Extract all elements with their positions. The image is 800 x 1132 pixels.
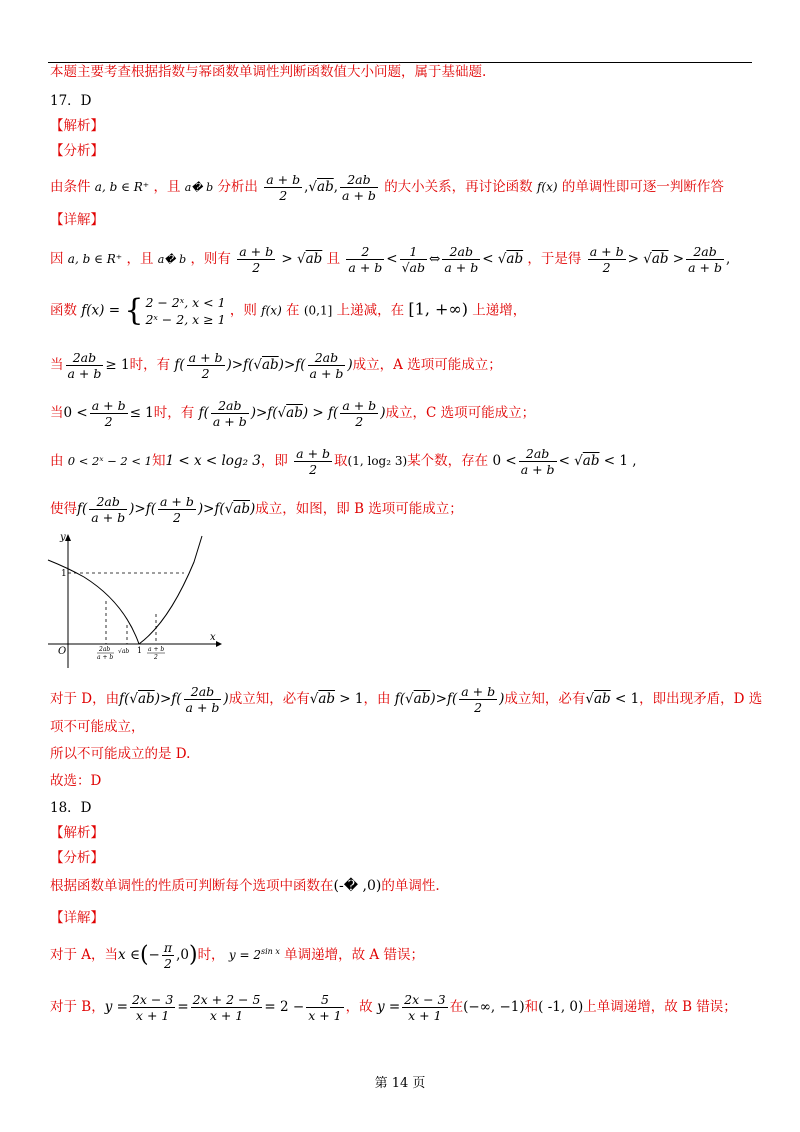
q17-detail-b2: 使得f( $\frac{2ab}{a + b}$ )>f( $\frac{a + b}{2}$ )>f(√ab)成立，如图，即 B 选项可能成立；	[50, 494, 463, 525]
prev-summary: 本题主要考查根据指数与幂函数单调性判断函数值大小问题，属于基础题.	[50, 64, 487, 80]
tick1-top: 2ab	[99, 646, 111, 653]
function-graph	[44, 532, 224, 672]
q17-detail-d: 对于 D，由f(√ab)>f( $\frac{2ab}{a + b}$ )成立知，必有√ab > 1，由 f(√ab)>f( $\frac{a + b}{2}$ )成立知，必有√ab < 1，即出现矛盾，D 选	[50, 684, 763, 715]
increasing-branch	[139, 536, 202, 644]
y-axis-arrow	[65, 534, 71, 541]
q18-option-b: 对于 B，y = $\frac{2x - 3}{x + 1}$ = $\frac{2x + 2 - 5}{x + 1}$ = 2 − $\frac{5}{x + 1}$ ，故 y = $\frac{2x - 3}{x + 1}$ 在(−∞, −1)和( -1, 0)上单调递增，故 B 错误；	[50, 992, 737, 1023]
tick1-bottom: a + b	[97, 654, 114, 661]
y-one-label: 1	[61, 569, 67, 579]
q17-conclusion: 所以不可能成立的是 D.	[50, 746, 191, 762]
q17-detail-d2: 项不可能成立，	[50, 719, 145, 735]
q17-detail-c: 当0 < $\frac{a + b}{2}$ ≤ 1时，有 f( $\frac{2ab}{a + b}$ )>f(√ab) > f( $\frac{a + b}{2}$ )成立，C 选项可能成立；	[50, 398, 536, 429]
y-label: y	[60, 532, 66, 543]
page-footer: 第 14 页	[374, 1076, 426, 1091]
q18-analysis-line: 根据函数单调性的性质可判断每个选项中函数在(-� ,0)的单调性.	[50, 878, 440, 894]
tick3-bottom: 2	[154, 654, 158, 661]
x-axis-arrow	[216, 641, 222, 647]
q17-answer: 17．D	[50, 93, 92, 109]
tick2-label: √ab	[118, 648, 130, 655]
x-label: x	[210, 632, 216, 643]
q17-detail-func: 函数 f(x) = { 2 − 2ˣ, x < 1 2ˣ − 2, x ≥ 1 ，则 f(x) 在 (0,1] 上递减，在 [1, +∞) 上递增，	[50, 293, 527, 328]
q17-detail-line1: 因 a, b ∈ R⁺ ，且 a� b ，则有 $\frac{a + b}{2}$ > √ab 且 $\frac{2}{a + b}$ < $\frac{1}{√ab}$ ⇔ $\frac{2ab}{a + b}$ < √ab ，于是得 $\frac{a + b}{2}$ > √ab > $\frac{2ab}{a + b}$ ,	[50, 244, 731, 275]
q17-fenxi: 【分析】	[50, 143, 104, 159]
q18-jiexi: 【解析】	[50, 825, 104, 841]
origin-label: O	[58, 646, 67, 657]
q18-answer: 18．D	[50, 800, 92, 816]
q17-analysis-line: 由条件 a, b ∈ R⁺ ，且 a� b 分析出 $\frac{a + b}{2}$ ,√ab, $\frac{2ab}{a + b}$ 的大小关系，再讨论函数 f(x) 的单调性即可逐一判断作答	[50, 172, 724, 203]
q17-choice: 故选：D	[50, 773, 102, 789]
q17-detail-a: 当 $\frac{2ab}{a + b}$ ≥ 1时，有 f( $\frac{a + b}{2}$ )>f(√ab)>f( $\frac{2ab}{a + b}$ )成立，A 选项可能成立；	[50, 350, 502, 381]
q18-xiangjie: 【详解】	[50, 910, 104, 926]
x-one-label: 1	[137, 646, 143, 655]
q18-option-a: 对于 A，当x ∈(− $\frac{\pi}{2}$ ,0)时， $y = 2^{sin x}$ 单调递增，故 A 错误；	[50, 940, 424, 971]
q17-detail-b1: 由 0 < 2ˣ − 2 < 1知1 < x < log₂ 3，即 $\frac{a + b}{2}$ 取(1, log₂ 3)某个数，存在 0 < $\frac{2ab}{a + b}$ < √ab < 1 ,	[50, 446, 637, 477]
q17-xiangjie: 【详解】	[50, 212, 104, 228]
q17-jiexi: 【解析】	[50, 118, 104, 134]
tick3-top: a + b	[148, 646, 165, 653]
q18-fenxi: 【分析】	[50, 850, 104, 866]
